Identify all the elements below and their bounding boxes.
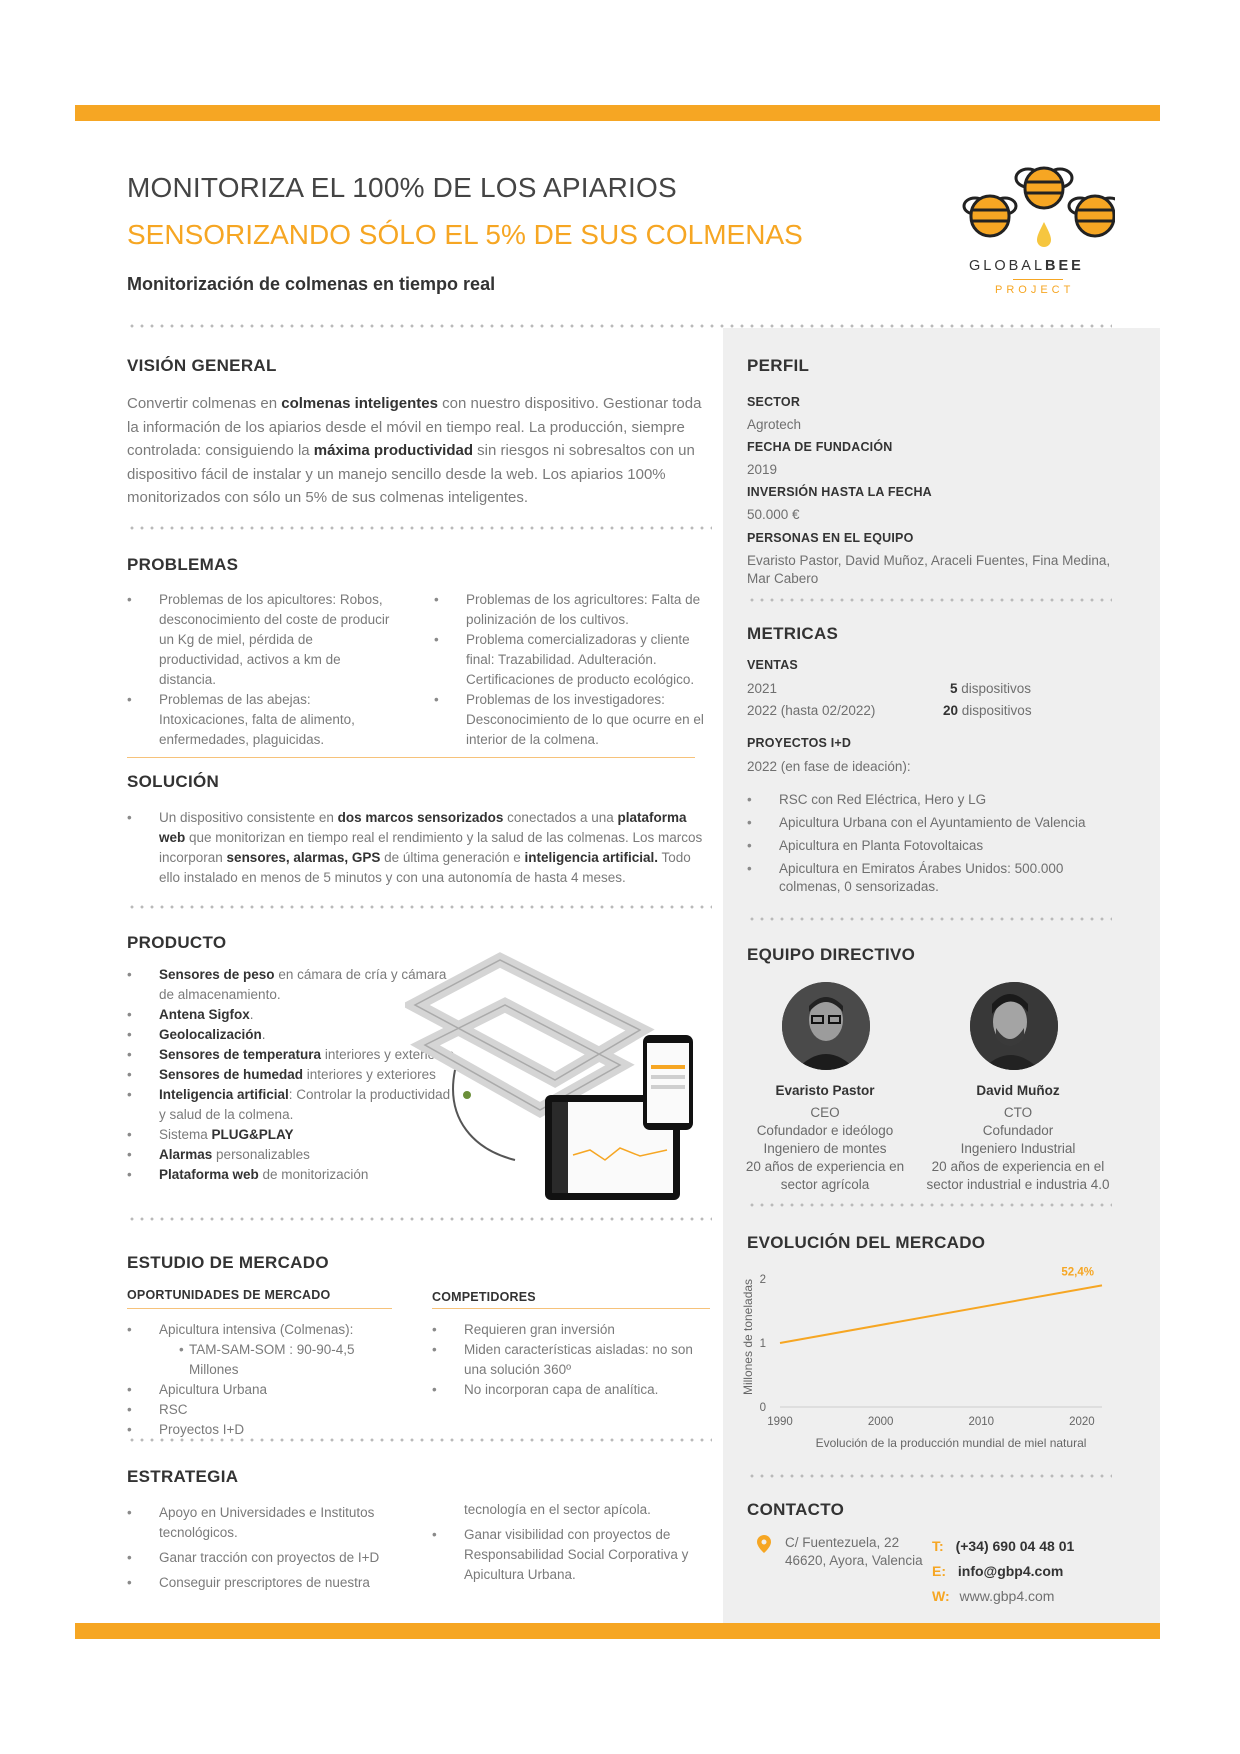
bees-icon bbox=[955, 158, 1115, 250]
list-item: • Ganar visibilidad con proyectos de Responsabilidad Social Corporativa y Apicultura Urbana. bbox=[432, 1525, 714, 1585]
opportunities-title: OPORTUNIDADES DE MERCADO bbox=[127, 1288, 331, 1302]
investment-label: INVERSIÓN HASTA LA FECHA bbox=[747, 485, 932, 499]
list-item: • RSC con Red Eléctrica, Hero y LG bbox=[747, 791, 1117, 809]
chart-y-tick-label: 0 bbox=[759, 1402, 766, 1414]
product-image bbox=[405, 950, 700, 1205]
strategy-list-right bbox=[432, 1525, 714, 1585]
strategy-list-left bbox=[127, 1503, 397, 1593]
team-member: Evaristo Pastor CEO Cofundador e ideólogo Ingeniero de montes 20 años de experiencia en sector agrícola bbox=[745, 1083, 905, 1192]
founding-value: 2019 bbox=[747, 462, 778, 477]
sector-value: Agrotech bbox=[747, 417, 802, 432]
divider bbox=[127, 905, 712, 909]
list-item: • TAM-SAM-SOM : 90-90-4,5 Millones bbox=[127, 1340, 407, 1380]
section-title-metricas: METRICAS bbox=[747, 624, 839, 643]
list-item: • Sensores de peso en cámara de cría y cámara de almacenamiento. bbox=[127, 965, 457, 1005]
list-item: • Antena Sigfox. bbox=[127, 1005, 457, 1025]
divider bbox=[127, 1217, 712, 1221]
sales-label: VENTAS bbox=[747, 658, 798, 672]
chart-x-tick-label: 2000 bbox=[867, 1416, 894, 1428]
team-value: Evaristo Pastor, David Muñoz, Araceli Fuentes, Fina Medina, Mar Cabero bbox=[747, 553, 1111, 586]
opportunities-list bbox=[127, 1320, 407, 1440]
list-item: • Sensores de humedad interiores y exteriores bbox=[127, 1065, 457, 1085]
page-title: MONITORIZA EL 100% DE LOS APIARIOS bbox=[127, 172, 677, 203]
rd-projects-sub: 2022 (en fase de ideación): bbox=[747, 759, 911, 774]
website-link[interactable]: www.gbp4.com bbox=[959, 1588, 1055, 1604]
list-item: • Problema comercializadoras y cliente final: Trazabilidad. Adulteración. Certificaciones de producto ecológico. bbox=[434, 630, 712, 690]
chart-x-tick-label: 1990 bbox=[767, 1416, 793, 1428]
list-item: • Apicultura Urbana con el Ayuntamiento de Valencia bbox=[747, 814, 1117, 832]
phone-link[interactable]: (+34) 690 04 48 01 bbox=[955, 1538, 1075, 1554]
list-item: • Apicultura en Planta Fotovoltaicas bbox=[747, 837, 1117, 855]
list-item: • Apicultura intensiva (Colmenas): bbox=[127, 1320, 407, 1340]
competitors-list bbox=[432, 1320, 712, 1400]
person-photo-icon bbox=[782, 982, 870, 1070]
section-title-mercado: ESTUDIO DE MERCADO bbox=[127, 1253, 329, 1272]
location-pin-icon bbox=[757, 1535, 771, 1553]
address-line-1: C/ Fuentezuela, 22 bbox=[785, 1535, 900, 1550]
list-item: • Inteligencia artificial: Controlar la productividad y salud de la colmena. bbox=[127, 1085, 457, 1125]
section-title-perfil: PERFIL bbox=[747, 356, 810, 375]
market-evolution-chart bbox=[740, 1262, 1120, 1457]
chart-annotation: 52,4% bbox=[1061, 1266, 1094, 1279]
section-title-problemas: PROBLEMAS bbox=[127, 555, 239, 574]
team-label: PERSONAS EN EL EQUIPO bbox=[747, 531, 914, 545]
rd-projects-label: PROYECTOS I+D bbox=[747, 736, 852, 750]
list-item: • Proyectos I+D bbox=[127, 1420, 407, 1440]
logo-wordmark: GLOBALBEE bbox=[969, 258, 1084, 274]
list-item: • Requieren gran inversión bbox=[432, 1320, 712, 1340]
list-item: • Apicultura en Emiratos Árabes Unidos: 500.000 colmenas, 0 sensorizadas. bbox=[747, 860, 1117, 896]
founding-label: FECHA DE FUNDACIÓN bbox=[747, 440, 893, 454]
list-item: • Apicultura Urbana bbox=[127, 1380, 407, 1400]
divider bbox=[747, 1203, 1112, 1207]
vision-text: Convertir colmenas en colmenas inteligentes con nuestro dispositivo. Gestionar toda la información de los apiarios desde el móvil en tiempo real. La producción, siempre controlada: consiguiendo la máxima productividad sin riesgos ni sobresaltos con un dispositivo fácil de instalar y un manejo sencillo desde la web. Los apiarios 100% monitorizados con sólo un 5% de sus colmenas inteligentes. bbox=[127, 395, 702, 506]
chart-x-tick-label: 2010 bbox=[968, 1416, 995, 1428]
team-member: David Muñoz CTO Cofundador Ingeniero Industrial 20 años de experiencia en el sector industrial e industria 4.0 bbox=[926, 1083, 1110, 1192]
avatar bbox=[782, 982, 870, 1070]
section-title-vision: VISIÓN GENERAL bbox=[127, 356, 277, 375]
divider bbox=[747, 1474, 1112, 1478]
list-item: • Ganar tracción con proyectos de I+D bbox=[127, 1548, 397, 1568]
chart-title: EVOLUCIÓN DEL MERCADO bbox=[747, 1233, 986, 1252]
list-item: • Problemas de las abejas: Intoxicaciones, falta de alimento, enfermedades, plaguicidas. bbox=[127, 690, 395, 750]
logo-tagline: PROJECT bbox=[995, 284, 1075, 296]
bottom-accent-bar bbox=[75, 1623, 1160, 1639]
list-item: • Geolocalización. bbox=[127, 1025, 457, 1045]
chart-y-axis-label: Millones de toneladas bbox=[741, 1278, 755, 1396]
list-item: • Sensores de temperatura interiores y exteriores bbox=[127, 1045, 457, 1065]
list-item: • Alarmas personalizables bbox=[127, 1145, 457, 1165]
avatar bbox=[970, 982, 1058, 1070]
sales-count: 20 dispositivos bbox=[943, 703, 1032, 718]
list-item: • RSC bbox=[127, 1400, 407, 1420]
solution-text: • Un dispositivo consistente en dos marcos sensorizados conectados a una plataforma web que monitorizan en tiempo real el rendimiento y la salud de las colmenas. Los marcos incorporan sensores, alarmas, GPS de última generación e inteligencia artificial. Todo ello instalado en menos de 5 minutos y con una autonomía de hasta 4 meses. bbox=[127, 810, 703, 885]
list-item: • Problemas de los apicultores: Robos, desconocimiento del coste de producir un Kg de miel, pérdida de productividad, activos a km de distancia. bbox=[127, 590, 395, 690]
sales-year: 2022 (hasta 02/2022) bbox=[747, 703, 876, 718]
sector-label: SECTOR bbox=[747, 395, 801, 409]
section-title-equipo: EQUIPO DIRECTIVO bbox=[747, 945, 916, 964]
chart-y-tick-label: 1 bbox=[759, 1338, 766, 1350]
section-title-solucion: SOLUCIÓN bbox=[127, 772, 220, 791]
person-photo-icon bbox=[970, 982, 1058, 1070]
divider bbox=[127, 526, 712, 530]
divider bbox=[127, 324, 1112, 328]
rd-projects-list bbox=[747, 791, 1117, 896]
competitors-title: COMPETIDORES bbox=[432, 1290, 536, 1304]
sales-count: 5 dispositivos bbox=[950, 681, 1032, 696]
divider bbox=[127, 1438, 712, 1442]
chart-series-line bbox=[780, 1285, 1102, 1343]
contact-details: T: (+34) 690 04 48 01 E: info@gbp4.com W: www.gbp4.com bbox=[932, 1538, 1075, 1604]
list-item: • Plataforma web de monitorización bbox=[127, 1165, 457, 1185]
section-title-estrategia: ESTRATEGIA bbox=[127, 1467, 239, 1486]
problems-list-left bbox=[127, 590, 395, 750]
list-item: • Conseguir prescriptores de nuestra bbox=[127, 1573, 397, 1593]
chart-y-tick-label: 2 bbox=[759, 1274, 766, 1286]
divider bbox=[747, 917, 1112, 921]
sales-year: 2021 bbox=[747, 681, 778, 696]
chart-x-axis-label: Evolución de la producción mundial de miel natural bbox=[815, 1436, 1087, 1450]
page-subtitle: Monitorización de colmenas en tiempo real bbox=[127, 274, 496, 294]
list-item: • Apoyo en Universidades e Institutos tecnológicos. bbox=[127, 1503, 397, 1543]
list-item: • Sistema PLUG&PLAY bbox=[127, 1125, 457, 1145]
company-logo bbox=[955, 158, 1115, 308]
list-item: • Miden características aisladas: no son una solución 360º bbox=[432, 1340, 712, 1380]
investment-value: 50.000 € bbox=[747, 507, 800, 522]
list-item: • No incorporan capa de analítica. bbox=[432, 1380, 712, 1400]
list-item: • Problemas de los agricultores: Falta de polinización de los cultivos. bbox=[434, 590, 712, 630]
problems-list-right bbox=[434, 590, 712, 750]
chart-x-tick-label: 2020 bbox=[1069, 1416, 1095, 1428]
page-title-accent: SENSORIZANDO SÓLO EL 5% DE SUS COLMENAS bbox=[127, 219, 803, 250]
section-title-contacto: CONTACTO bbox=[747, 1500, 845, 1519]
divider bbox=[747, 598, 1112, 602]
top-accent-bar bbox=[75, 105, 1160, 121]
section-title-producto: PRODUCTO bbox=[127, 933, 227, 952]
list-item: • Problemas de los investigadores: Desconocimiento de lo que ocurre en el interior de la colmena. bbox=[434, 690, 712, 750]
strategy-continuation: tecnología en el sector apícola. bbox=[464, 1502, 651, 1517]
email-link[interactable]: info@gbp4.com bbox=[957, 1563, 1064, 1579]
address-line-2: 46620, Ayora, Valencia bbox=[785, 1553, 923, 1568]
